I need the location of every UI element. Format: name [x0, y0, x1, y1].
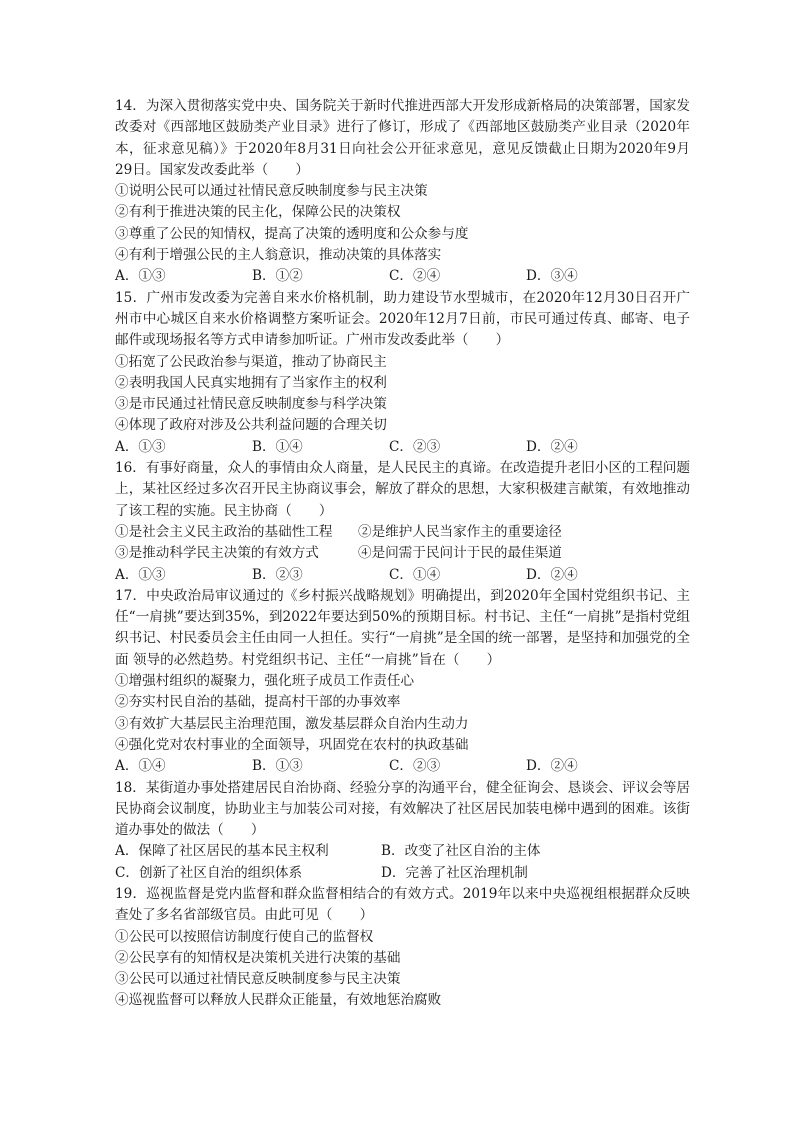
statement-1: ①增强村组织的凝聚力，强化班子成员工作责任心 [115, 673, 415, 690]
option-a: A．①④ [115, 758, 166, 775]
answer-options [115, 437, 690, 458]
question-stem: 18．某街道办事处搭建居民自治协商、经验分享的沟通平台，健全征询会、恳谈会、评议会等居民协商会议制度，协助业主与加装公司对接，有效解决了社区居民加装电梯中遇到的困难。该街道办事处的做法（ ） [115, 779, 690, 839]
question-stem: 15．广州市发改委为完善自来水价格机制，助力建设节水型城市，在2020年12月30日召开广州市中心城区自来水价格调整方案听证会。2020年12月7日前，市民可通过传真、邮寄、电子邮件或现场报名等方式申请参加听证。广州市发改委此举（ ） [115, 289, 690, 349]
statement-2: ②表明我国人民真实地拥有了当家作主的权利 [115, 374, 387, 391]
statement-4: ④巡视监督可以释放人民群众正能量，有效地惩治腐败 [115, 992, 442, 1009]
option-d: D．②④ [526, 438, 578, 455]
answer-options-row [115, 841, 690, 862]
option-b: B．改变了社区自治的主体 [381, 843, 541, 860]
statement-1: ①是社会主义民主政治的基础性工程 [115, 523, 333, 540]
question-stem: 14．为深入贯彻落实党中央、国务院关于新时代推进西部大开发形成新格局的决策部署，国家发改委对《西部地区鼓励类产业目录》进行了修订，形成了《西部地区鼓励类产业目录（2020年本，征求意见稿）》于2020年8月31日向社会公开征求意见，意见反馈截止日期为2020年9月29日。国家发改委此举（ ） [115, 98, 690, 178]
option-a: A．①③ [115, 268, 166, 285]
statement-3: ③是市民通过社情民意反映制度参与科学决策 [115, 396, 387, 413]
statement-4: ④体现了政府对涉及公共利益问题的合理关切 [115, 417, 387, 434]
statement-4: ④有利于增强公民的主人翁意识，推动决策的具体落实 [115, 247, 442, 264]
question-19 [115, 884, 690, 1012]
statement-1: ①说明公民可以通过社情民意反映制度参与民主决策 [115, 183, 428, 200]
option-d: D．③④ [526, 268, 578, 285]
answer-options [115, 756, 690, 777]
option-c: C．②③ [389, 758, 441, 775]
statement-2: ②是维护人民当家作主的重要途径 [358, 523, 562, 540]
statement-2: ②公民享有的知情权是决策机关进行决策的基础 [115, 949, 401, 966]
answer-options [115, 266, 690, 287]
option-b: B．①④ [252, 438, 303, 455]
question-stem: 17．中央政治局审议通过的《乡村振兴战略规划》明确提出，到2020年全国村党组织书记、主任“一肩挑”要达到35%，到2022年要达到50%的预期目标。村书记、主任“一肩挑”是指村党组织书记、村民委员会主任由同一人担任。实行“一肩挑”是全国的统一部署，是坚持和加强党的全面 领导的必然趋势。村党组织书记、主任“一肩挑”旨在（ ） [115, 587, 690, 668]
answer-options [115, 565, 690, 586]
option-b: B．①③ [252, 758, 303, 775]
statement-2: ②夯实村民自治的基础，提高村干部的办事效率 [115, 694, 401, 711]
question-17 [115, 586, 690, 778]
statement-1: ①拓宽了公民政治参与渠道，推动了协商民主 [115, 353, 387, 370]
option-c: C．②③ [389, 438, 441, 455]
statement-row [115, 522, 690, 543]
option-d: D．②④ [526, 566, 578, 583]
statement-4: ④是问需于民问计于民的最佳渠道 [358, 545, 562, 562]
option-c: C．①④ [389, 566, 441, 583]
option-b: B．①② [252, 268, 303, 285]
option-b: B．②③ [252, 566, 303, 583]
answer-options-row [115, 863, 690, 884]
option-d: D．②④ [526, 758, 578, 775]
statement-row [115, 543, 690, 564]
option-a: A．①③ [115, 438, 166, 455]
question-15 [115, 288, 690, 458]
question-18 [115, 778, 690, 884]
question-16 [115, 458, 690, 586]
statement-3: ③有效扩大基层民主治理范围，激发基层群众自治内生动力 [115, 715, 469, 732]
option-a: A．①③ [115, 566, 166, 583]
option-c: C．创新了社区自治的组织体系 [115, 864, 303, 881]
option-c: C．②④ [389, 268, 441, 285]
question-14 [115, 96, 690, 288]
question-stem: 16．有事好商量，众人的事情由众人商量，是人民民主的真谛。在改造提升老旧小区的工程问题上，某社区经过多次召开民主协商议事会，解放了群众的思想，大家积极建言献策，有效地推动了该工程的实施。民主协商（ ） [115, 460, 690, 519]
question-list [115, 96, 690, 1012]
question-stem: 19．巡视监督是党内监督和群众监督相结合的有效方式。2019年以来中央巡视组根据群众反映查处了多名省部级官员。由此可见（ ） [115, 885, 690, 924]
statement-3: ③是推动科学民主决策的有效方式 [115, 545, 319, 562]
statement-3: ③尊重了公民的知情权，提高了决策的透明度和公众参与度 [115, 225, 469, 242]
option-a: A．保障了社区居民的基本民主权利 [115, 843, 329, 860]
statement-2: ②有利于推进决策的民主化，保障公民的决策权 [115, 204, 401, 221]
statement-3: ③公民可以通过社情民意反映制度参与民主决策 [115, 971, 401, 988]
statement-4: ④强化党对农村事业的全面领导，巩固党在农村的执政基础 [115, 736, 469, 753]
statement-1: ①公民可以按照信访制度行使自己的监督权 [115, 928, 374, 945]
option-d: D．完善了社区治理机制 [381, 864, 528, 881]
